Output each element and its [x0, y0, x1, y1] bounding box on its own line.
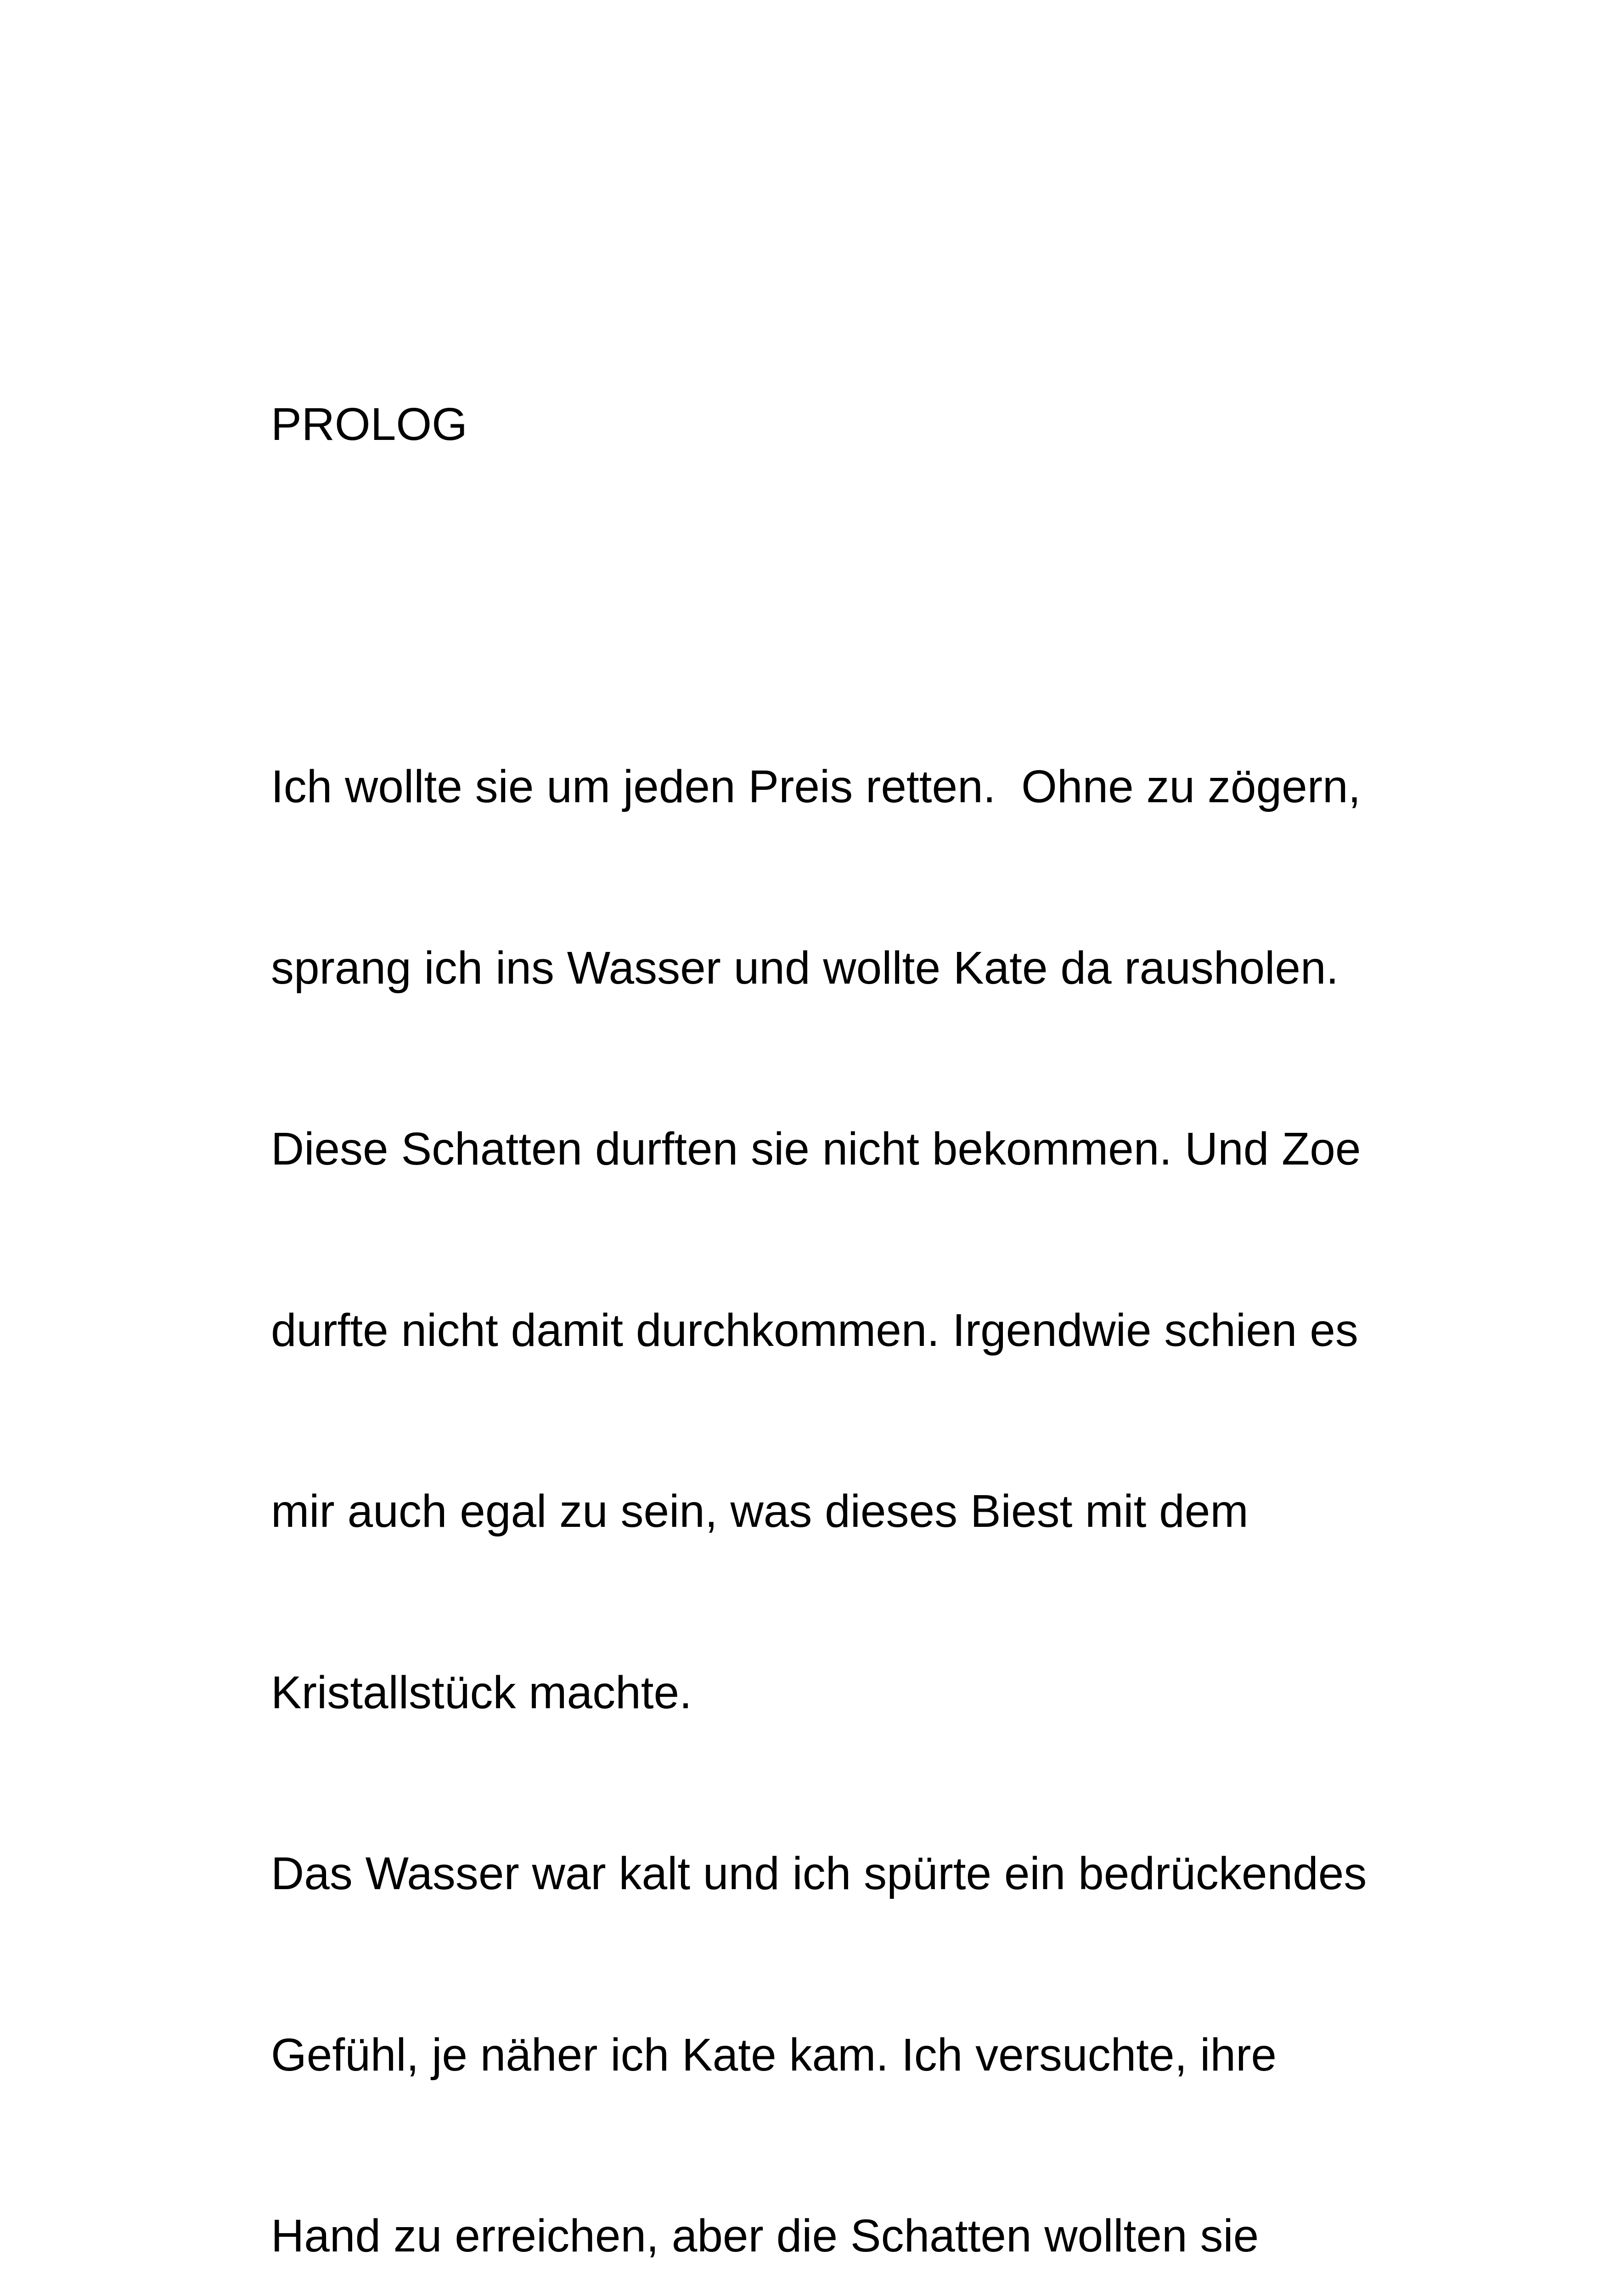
blank-line	[271, 576, 1419, 636]
prolog-text	[271, 274, 1419, 2296]
text-line: Das Wasser war kalt und ich spürte ein bedrückendes	[271, 1848, 1367, 1899]
text-line: Hand zu erreichen, aber die Schatten wollten sie	[271, 2210, 1259, 2262]
text-line: mir auch egal zu sein, was dieses Biest mit dem	[271, 1486, 1249, 1537]
text-line: Ich wollte sie um jeden Preis retten. Ohne zu zögern,	[271, 761, 1361, 812]
text-line: sprang ich ins Wasser und wollte Kate da rausholen.	[271, 942, 1339, 994]
chapter-heading: PROLOG	[271, 399, 467, 450]
text-line: Kristallstück machte.	[271, 1666, 692, 1718]
text-line: Gefühl, je näher ich Kate kam. Ich versuchte, ihre	[271, 2029, 1277, 2081]
text-line: Diese Schatten durften sie nicht bekommen. Und Zoe	[271, 1123, 1361, 1175]
text-line: durfte nicht damit durchkommen. Irgendwie schien es	[271, 1304, 1358, 1356]
